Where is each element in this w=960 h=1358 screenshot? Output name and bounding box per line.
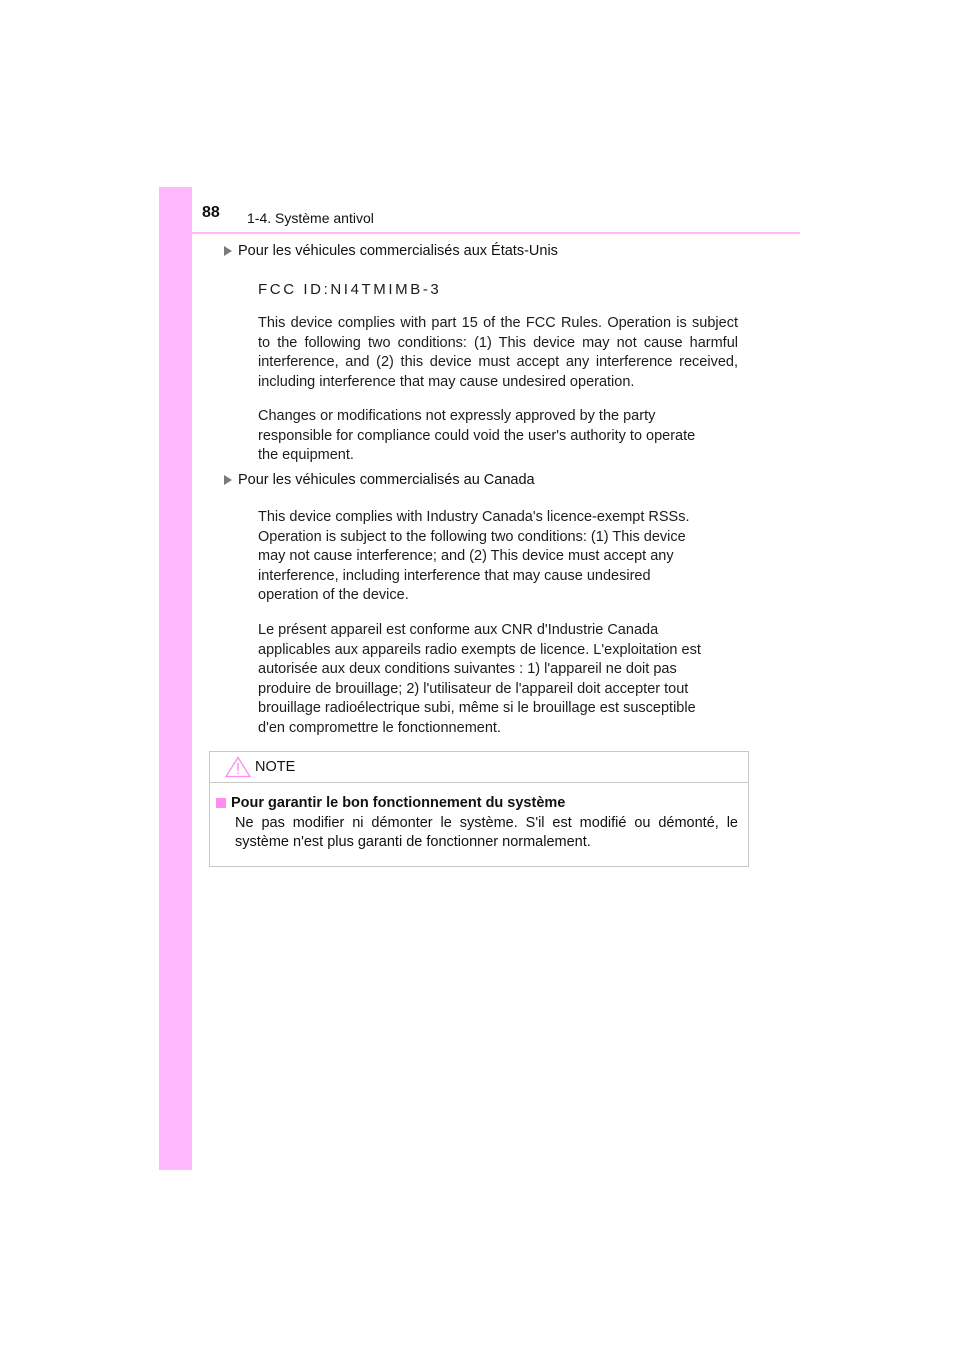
triangle-bullet-icon bbox=[224, 475, 232, 485]
canada-paragraph-1-line: This device complies with Industry Canada's licence-exempt RSSs. bbox=[258, 509, 690, 525]
canada-paragraph-2 bbox=[258, 621, 738, 739]
note-text: Ne pas modifier ni démonter le système. S'il est modifié ou démonté, le système n'est plus garanti de fonctionner normalement. bbox=[235, 815, 738, 850]
usa-heading-text: Pour les véhicules commercialisés aux États-Unis bbox=[238, 243, 558, 259]
canada-paragraph-2-line: produire de brouillage; 2) l'utilisateur de l'appareil doit accepter tout bbox=[258, 680, 689, 697]
canada-paragraph-1-line: interference, including interference that may cause undesired bbox=[258, 567, 651, 584]
canada-paragraph-2-line: autorisée aux deux conditions suivantes : 1) l'appareil ne doit pas bbox=[258, 661, 677, 678]
triangle-bullet-icon bbox=[224, 246, 232, 256]
usa-paragraph-2-line: Changes or modifications not expressly approved by the party bbox=[258, 408, 656, 424]
canada-heading-text: Pour les véhicules commercialisés au Canada bbox=[238, 472, 535, 488]
canada-paragraph-1-line: operation of the device. bbox=[258, 587, 409, 604]
canada-paragraph-1 bbox=[258, 508, 738, 606]
section-title: 1-4. Système antivol bbox=[247, 210, 374, 226]
canada-paragraph-1-line: may not cause interference; and (2) This device must accept any bbox=[258, 548, 674, 565]
usa-heading bbox=[224, 243, 558, 259]
usa-paragraph-1: This device complies with part 15 of the FCC Rules. Operation is subject to the following two conditions: (1) This device may not cause harmful interference, and (2) this device must accept any interference received, including interference that may cause undesired operation. bbox=[258, 315, 738, 390]
side-color-band bbox=[159, 187, 192, 1170]
note-title: NOTE bbox=[255, 759, 296, 775]
usa-paragraph-2-line: the equipment. bbox=[258, 447, 354, 464]
canada-paragraph-2-line: brouillage radioélectrique subi, même si le brouillage est susceptible bbox=[258, 700, 696, 717]
note-subheading-text: Pour garantir le bon fonctionnement du système bbox=[231, 795, 566, 811]
canada-paragraph-2-line: applicables aux appareils radio exempts de licence. L'exploitation est bbox=[258, 641, 701, 658]
note-box bbox=[209, 751, 749, 867]
canada-paragraph-1-line: Operation is subject to the following two conditions: (1) This device bbox=[258, 528, 686, 545]
note-subheading bbox=[216, 795, 738, 811]
usa-paragraph-2 bbox=[258, 407, 738, 466]
canada-paragraph-2-line: d'en compromettre le fonctionnement. bbox=[258, 719, 501, 736]
note-header bbox=[210, 752, 748, 783]
page-number: 88 bbox=[202, 204, 220, 221]
square-bullet-icon bbox=[216, 798, 226, 808]
header-rule bbox=[192, 232, 800, 234]
canada-heading bbox=[224, 472, 535, 488]
warning-triangle-icon bbox=[225, 756, 251, 778]
canada-paragraph-2-line: Le présent appareil est conforme aux CNR d'Industrie Canada bbox=[258, 622, 659, 638]
note-body bbox=[210, 783, 748, 852]
usa-paragraph-2-line: responsible for compliance could void the user's authority to operate bbox=[258, 427, 696, 444]
fcc-id: FCC ID:NI4TMIMB-3 bbox=[258, 281, 442, 298]
